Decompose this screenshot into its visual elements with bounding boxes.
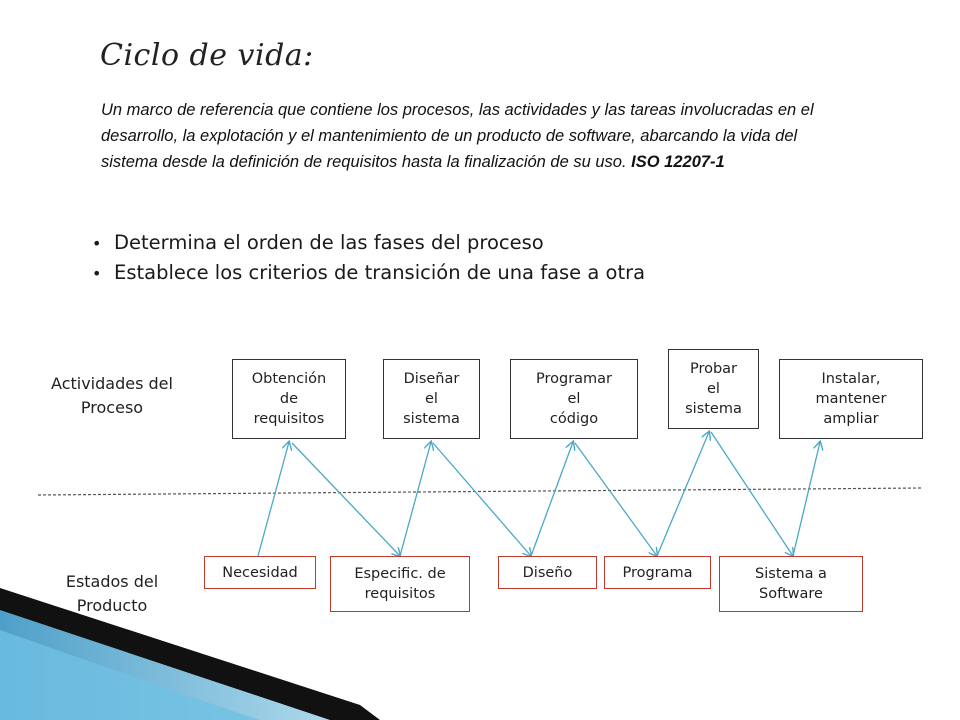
arrow-necesidad-to-obtencion	[258, 442, 289, 556]
arrow-programa-to-probar	[657, 432, 709, 556]
state-programa: Programa	[604, 556, 711, 589]
activity-obtencion-requisitos: Obtención de requisitos	[232, 359, 346, 439]
arrow-diseno-to-programar	[531, 442, 573, 556]
bullet-dot-icon: •	[92, 264, 102, 283]
state-diseno: Diseño	[498, 556, 597, 589]
bullet-text: Establece los criterios de transición de una fase a otra	[114, 261, 646, 284]
states-label: Estados del Producto	[65, 572, 159, 615]
activity-programar-codigo: Programar el código	[510, 359, 638, 439]
arrow-programar-to-programa	[575, 443, 657, 556]
arrow-sistema-to-instalar	[793, 442, 820, 556]
state-necesidad: Necesidad	[204, 556, 316, 589]
process-divider-line	[38, 488, 922, 495]
definition-body: Un marco de referencia que contiene los procesos, las actividades y las tareas involucradas en el desarrollo, la explotación y el mantenimiento de un producto de software, abarcando la vida del sistema desde la definición de requisitos hasta la finalización de su uso.	[101, 101, 814, 171]
bullet-dot-icon: •	[92, 234, 102, 253]
iso-citation: ISO 12207-1	[631, 153, 725, 171]
slide-title: Ciclo de vida:	[100, 38, 314, 73]
arrow-especific-to-disenar	[400, 442, 431, 556]
arrow-disenar-to-diseno	[433, 443, 531, 556]
state-especificacion-requisitos: Especific. de requisitos	[330, 556, 470, 612]
activity-instalar-mantener: Instalar, mantener ampliar	[779, 359, 923, 439]
bullet-text: Determina el orden de las fases del proceso	[114, 231, 544, 254]
state-sistema-software: Sistema a Software	[719, 556, 863, 612]
activities-label: Actividades del Proceso	[51, 374, 173, 417]
arrow-obtencion-to-especific	[292, 443, 400, 556]
activity-disenar-sistema: Diseñar el sistema	[383, 359, 480, 439]
arrow-probar-to-sistema	[711, 432, 793, 556]
activity-probar-sistema: Probar el sistema	[668, 349, 759, 429]
